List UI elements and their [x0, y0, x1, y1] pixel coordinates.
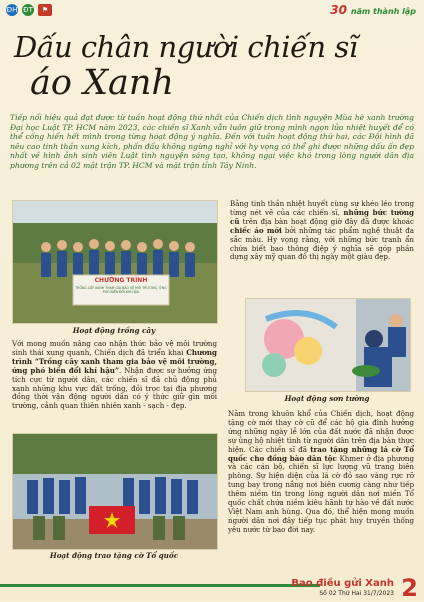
flag-presentation-illustration [13, 434, 217, 549]
tree-planting-illustration [13, 201, 217, 323]
tree-planting-photo [12, 200, 218, 324]
page-footer [0, 575, 424, 600]
mural-painting-photo [245, 298, 411, 392]
flag-presentation-photo [12, 433, 218, 550]
tree-text-a: Với mong muốn nâng cao nhận thức bảo vệ môi trường sinh thái xung quanh, Chiến dịch đã triển khai [12, 339, 217, 357]
top-bar [0, 0, 424, 20]
page-number: 2 [401, 574, 418, 602]
mural-bold-1: những bức tường cũ [230, 207, 414, 226]
newsletter-name: Bao điều gửi Xanh [291, 578, 394, 589]
anniversary-badge [330, 3, 416, 17]
article-intro: Tiếp nối hiệu quả đạt được từ tuần hoạt động thứ nhất của Chiến dịch tình nguyện Mùa hè xanh trường Đại học Luật TP. HCM năm 2023, các chiến sĩ Xanh vẫn luôn giữ trong mình ngọn lửa nhiệt huyết để có thể cống hiến hết mình trong từng hoạt động ý nghĩa. Đến với tuần hoạt động thứ hai, các Đội hình đã nêu cao tinh thần xung kích, phấn đấu không ngừng nghỉ với hy vọng có thể ghi được những dấu ấn đẹp nhất về hình ảnh sinh viên Luật tình nguyện sáng tạo, không ngại việc khó trong lòng người dân địa phương trên cả 02 mặt trận TP. HCM và mặt trận tỉnh Tây Ninh. [10, 113, 414, 170]
tree-planting-caption: Hoạt động trồng cây [72, 326, 156, 335]
mural-text-a: Bằng tinh thần nhiệt huyết cùng sự khéo léo trong từng nét vẽ của các chiến sĩ, [230, 199, 414, 217]
anniversary-text: năm thành lập [350, 7, 416, 16]
article-title-line2: áo Xanh [30, 63, 174, 103]
mural-illustration [246, 299, 410, 391]
mural-bold-2: chiếc áo mới [230, 225, 282, 235]
mural-text-c: bởi những tác phẩm nghệ thuật đa sắc màu. Hy vọng rằng, với những bức tranh ẩn chứa biết bao thông điệp ý nghĩa sẽ góp phần dựng xây mỹ quan đô thị ngày một giàu đẹp. [230, 225, 414, 262]
flag-presentation-caption: Hoạt động trao tặng cờ Tổ quốc [49, 551, 179, 560]
anniversary-number: 30 [330, 3, 347, 17]
mural-text-b: trên địa bàn hoạt động giờ đây đã được khoác [239, 216, 414, 226]
flag-text-b: Khmer ở địa phương và các cán bộ, chiến sĩ lực lượng vũ trang biên phòng. Sự hiện diện của lá cờ đỏ sao vàng rực rỡ tung bay trong nắng nơi biên cương càng như tiếp thêm niềm tin trong lòng người dân nơi miền Tổ quốc chất chứa niềm kiêu hãnh tự hào về đất nước Việt Nam anh hùng. Qua đó, thể hiện mong muốn người dân nơi đây tiếp tục phát huy truyền thống yêu nước từ bao đời nay. [228, 453, 414, 534]
campaign-logo: ⚑ [38, 4, 52, 16]
banner-title: CHƯƠNG TRÌNH [94, 277, 148, 284]
mural-paragraph [230, 200, 414, 262]
tree-program-name: Chương trình “Trồng cây xanh tham gia bảo vệ môi trường, ứng phó biến đổi khí hậu” [12, 347, 217, 375]
mural-caption: Hoạt động sơn tường [284, 394, 370, 403]
university-logo: ĐH [6, 6, 18, 14]
footer-rule [0, 584, 320, 587]
logo-group [6, 4, 52, 16]
tree-text-b: . Nhận được sự hưởng ứng tích cực từ người dân, các chiến sĩ đã chủ động phủ xanh những khu vực đất trống, đồi trọc tại địa phương đồng thời vận động người dân có ý thức giữ gìn môi trường, cảnh quan thiên nhiên xanh - sạch - đẹp. [12, 365, 217, 411]
article-title-line1: Dấu chân người chiến sĩ [14, 30, 358, 64]
flag-text-a: Nằm trong khuôn khổ của Chiến dịch, hoạt động tặng cờ mới thay cờ cũ để các hộ gia đình hưởng ứng những ngày lễ lớn của đất nước đã nhận được sự ủng hộ nhiệt tình từ người dân trên địa bàn thực hiện. Các chiến sĩ đã [228, 409, 414, 454]
flag-bold: trao tặng những lá cờ Tổ quốc cho đồng bào dân tộc [228, 444, 414, 463]
tree-planting-paragraph [12, 340, 217, 411]
union-logo: ĐT [23, 6, 33, 14]
banner-subtitle: TRỒNG CÂY XANH THAM GIA BẢO VỆ MÔI TRƯỜNG, ỨNG PHÓ BIẾN ĐỔI KHÍ HẬU [75, 286, 167, 294]
issue-info: Số 02 Thứ Hai 31/7/2023 [319, 590, 394, 597]
flag-paragraph [228, 410, 414, 535]
